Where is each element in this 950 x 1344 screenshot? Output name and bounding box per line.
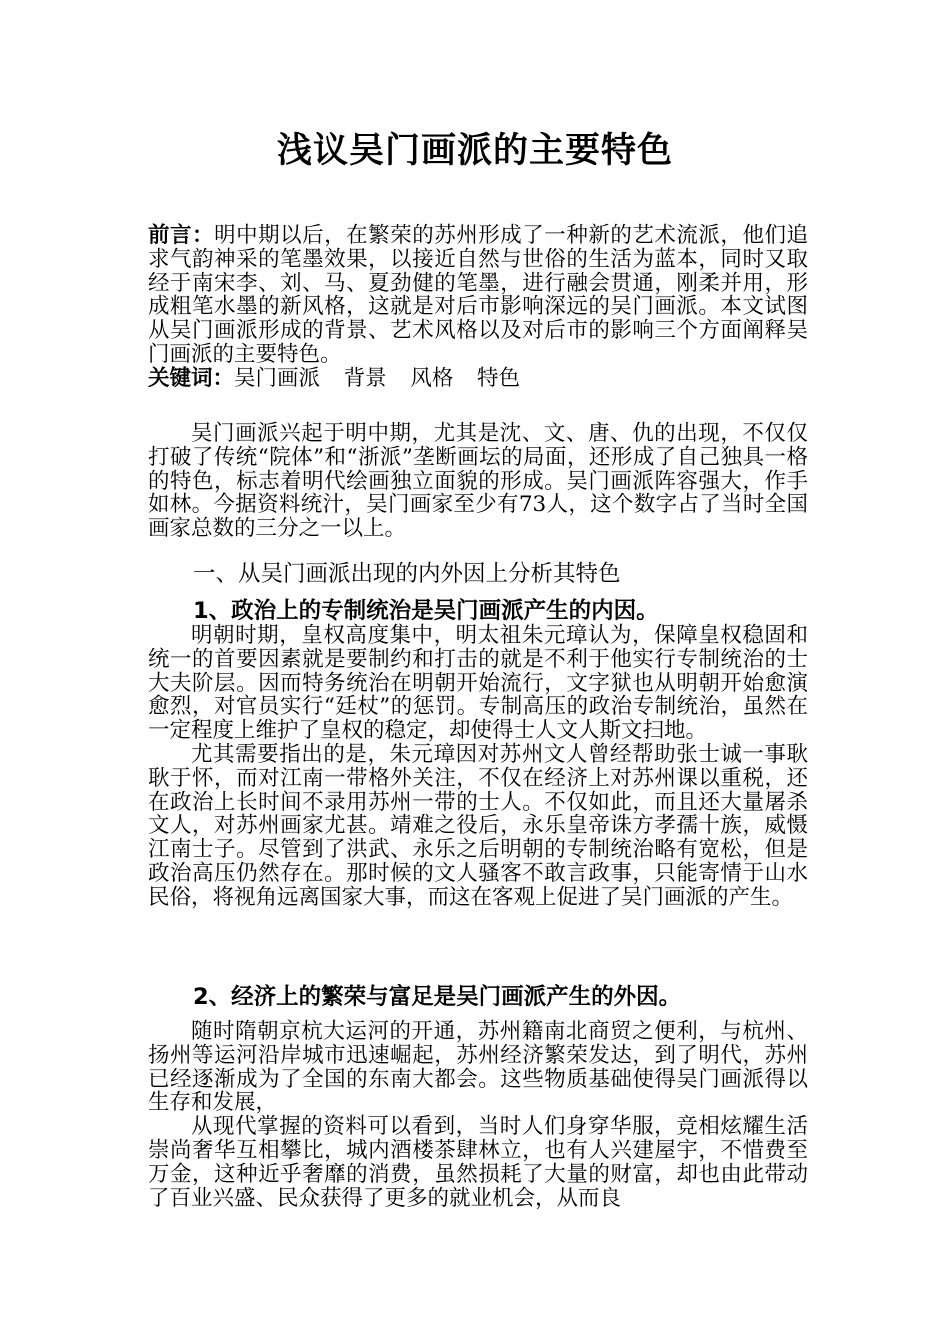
keywords-line — [148, 367, 808, 391]
body-paragraph: 尤其需要指出的是，朱元璋因对苏州文人曾经帮助张士诚一事耿耿于怀，而对江南一带格外关注，不仅在经济上对苏州课以重税，还在政治上长时间不录用苏州一带的士人。不仅如此，而且还大量屠杀文人，对苏州画家尤甚。靖难之役后，永乐皇帝诛方孝孺十族，威慑江南士子。尽管到了洪武、永乐之后明朝的专制统治略有宽松，但是政治高压仍然存在。那时候的文人骚客不敢言政事，只能寄情于山水民俗，将视角远离国家大事，而这在客观上促进了吴门画派的产生。 — [148, 741, 808, 910]
body-paragraph: 明朝时期，皇权高度集中，明太祖朱元璋认为，保障皇权稳固和统一的首要因素就是要制约和打击的就是不利于他实行专制统治的士大夫阶层。因而特务统治在明朝开始流行，文字狱也从明朝开始愈演愈烈，对官员实行“廷杖”的惩罚。专制高压的政治专制统治，虽然在一定程度上维护了皇权的稳定，却使得士人文人斯文扫地。 — [148, 623, 808, 744]
document-title: 浅议吴门画派的主要特色 — [276, 131, 673, 171]
keywords-label: 关键词： — [148, 365, 235, 391]
keyword-item: 吴门画派 — [234, 365, 321, 391]
subsection-2-body — [148, 1020, 808, 1210]
intro-block — [148, 422, 808, 541]
preface-text: 明中期以后，在繁荣的苏州形成了一种新的艺术流派，他们追求气韵神采的笔墨效果，以接近自然与世俗的生活为蓝本，同时又取经于南宋李、刘、马、夏劲健的笔墨，进行融会贯通，刚柔并用，形成粗笔水墨的新风格，这就是对后市影响深远的吴门画派。本文试图从吴门画派形成的背景、艺术风格以及对后市的影响三个方面阐释吴门画派的主要特色。 — [148, 223, 808, 367]
subsection-heading: 2、经济上的繁荣与富足是吴门画派产生的外因。 — [193, 984, 682, 1010]
intro-paragraph: 吴门画派兴起于明中期，尤其是沈、文、唐、仇的出现，不仅仅打破了传统“院体”和“浙派”垄断画坛的局面，还形成了自己独具一格的特色，标志着明代绘画独立面貌的形成。吴门画派阵容强大，作手如林。今据资料统汁，吴门画家至少有73人，这个数字占了当时全国画家总数的三分之一以上。 — [148, 421, 808, 542]
body-paragraph: 从现代掌握的资料可以看到，当时人们身穿华服，竞相炫耀生活崇尚奢华互相攀比，城内酒楼茶肆林立，也有人兴建屋宇，不惜费至万金，这种近乎奢靡的消费，虽然损耗了大量的财富，却也由此带动了百业兴盛、民众获得了更多的就业机会，从而良 — [148, 1114, 808, 1211]
body-paragraph: 随时隋朝京杭大运河的开通，苏州籍南北商贸之便利，与杭州、扬州等运河沿岸城市迅速崛起，苏州经济繁荣发达，到了明代，苏州已经逐渐成为了全国的东南大都会。这些物质基础使得吴门画派得以生存和发展， — [148, 1019, 808, 1116]
keyword-item: 风格 — [410, 365, 454, 391]
preface-paragraph — [148, 224, 808, 367]
preface-block — [148, 224, 808, 391]
keyword-item: 背景 — [343, 365, 387, 391]
keyword-item: 特色 — [476, 365, 520, 391]
subsection-1-body — [148, 624, 808, 910]
section-heading: 一、从吴门画派出现的内外因上分析其特色 — [193, 561, 621, 587]
subsection-heading: 1、政治上的专制统治是吴门画派产生的内因。 — [193, 598, 659, 624]
preface-label: 前言： — [148, 223, 215, 248]
